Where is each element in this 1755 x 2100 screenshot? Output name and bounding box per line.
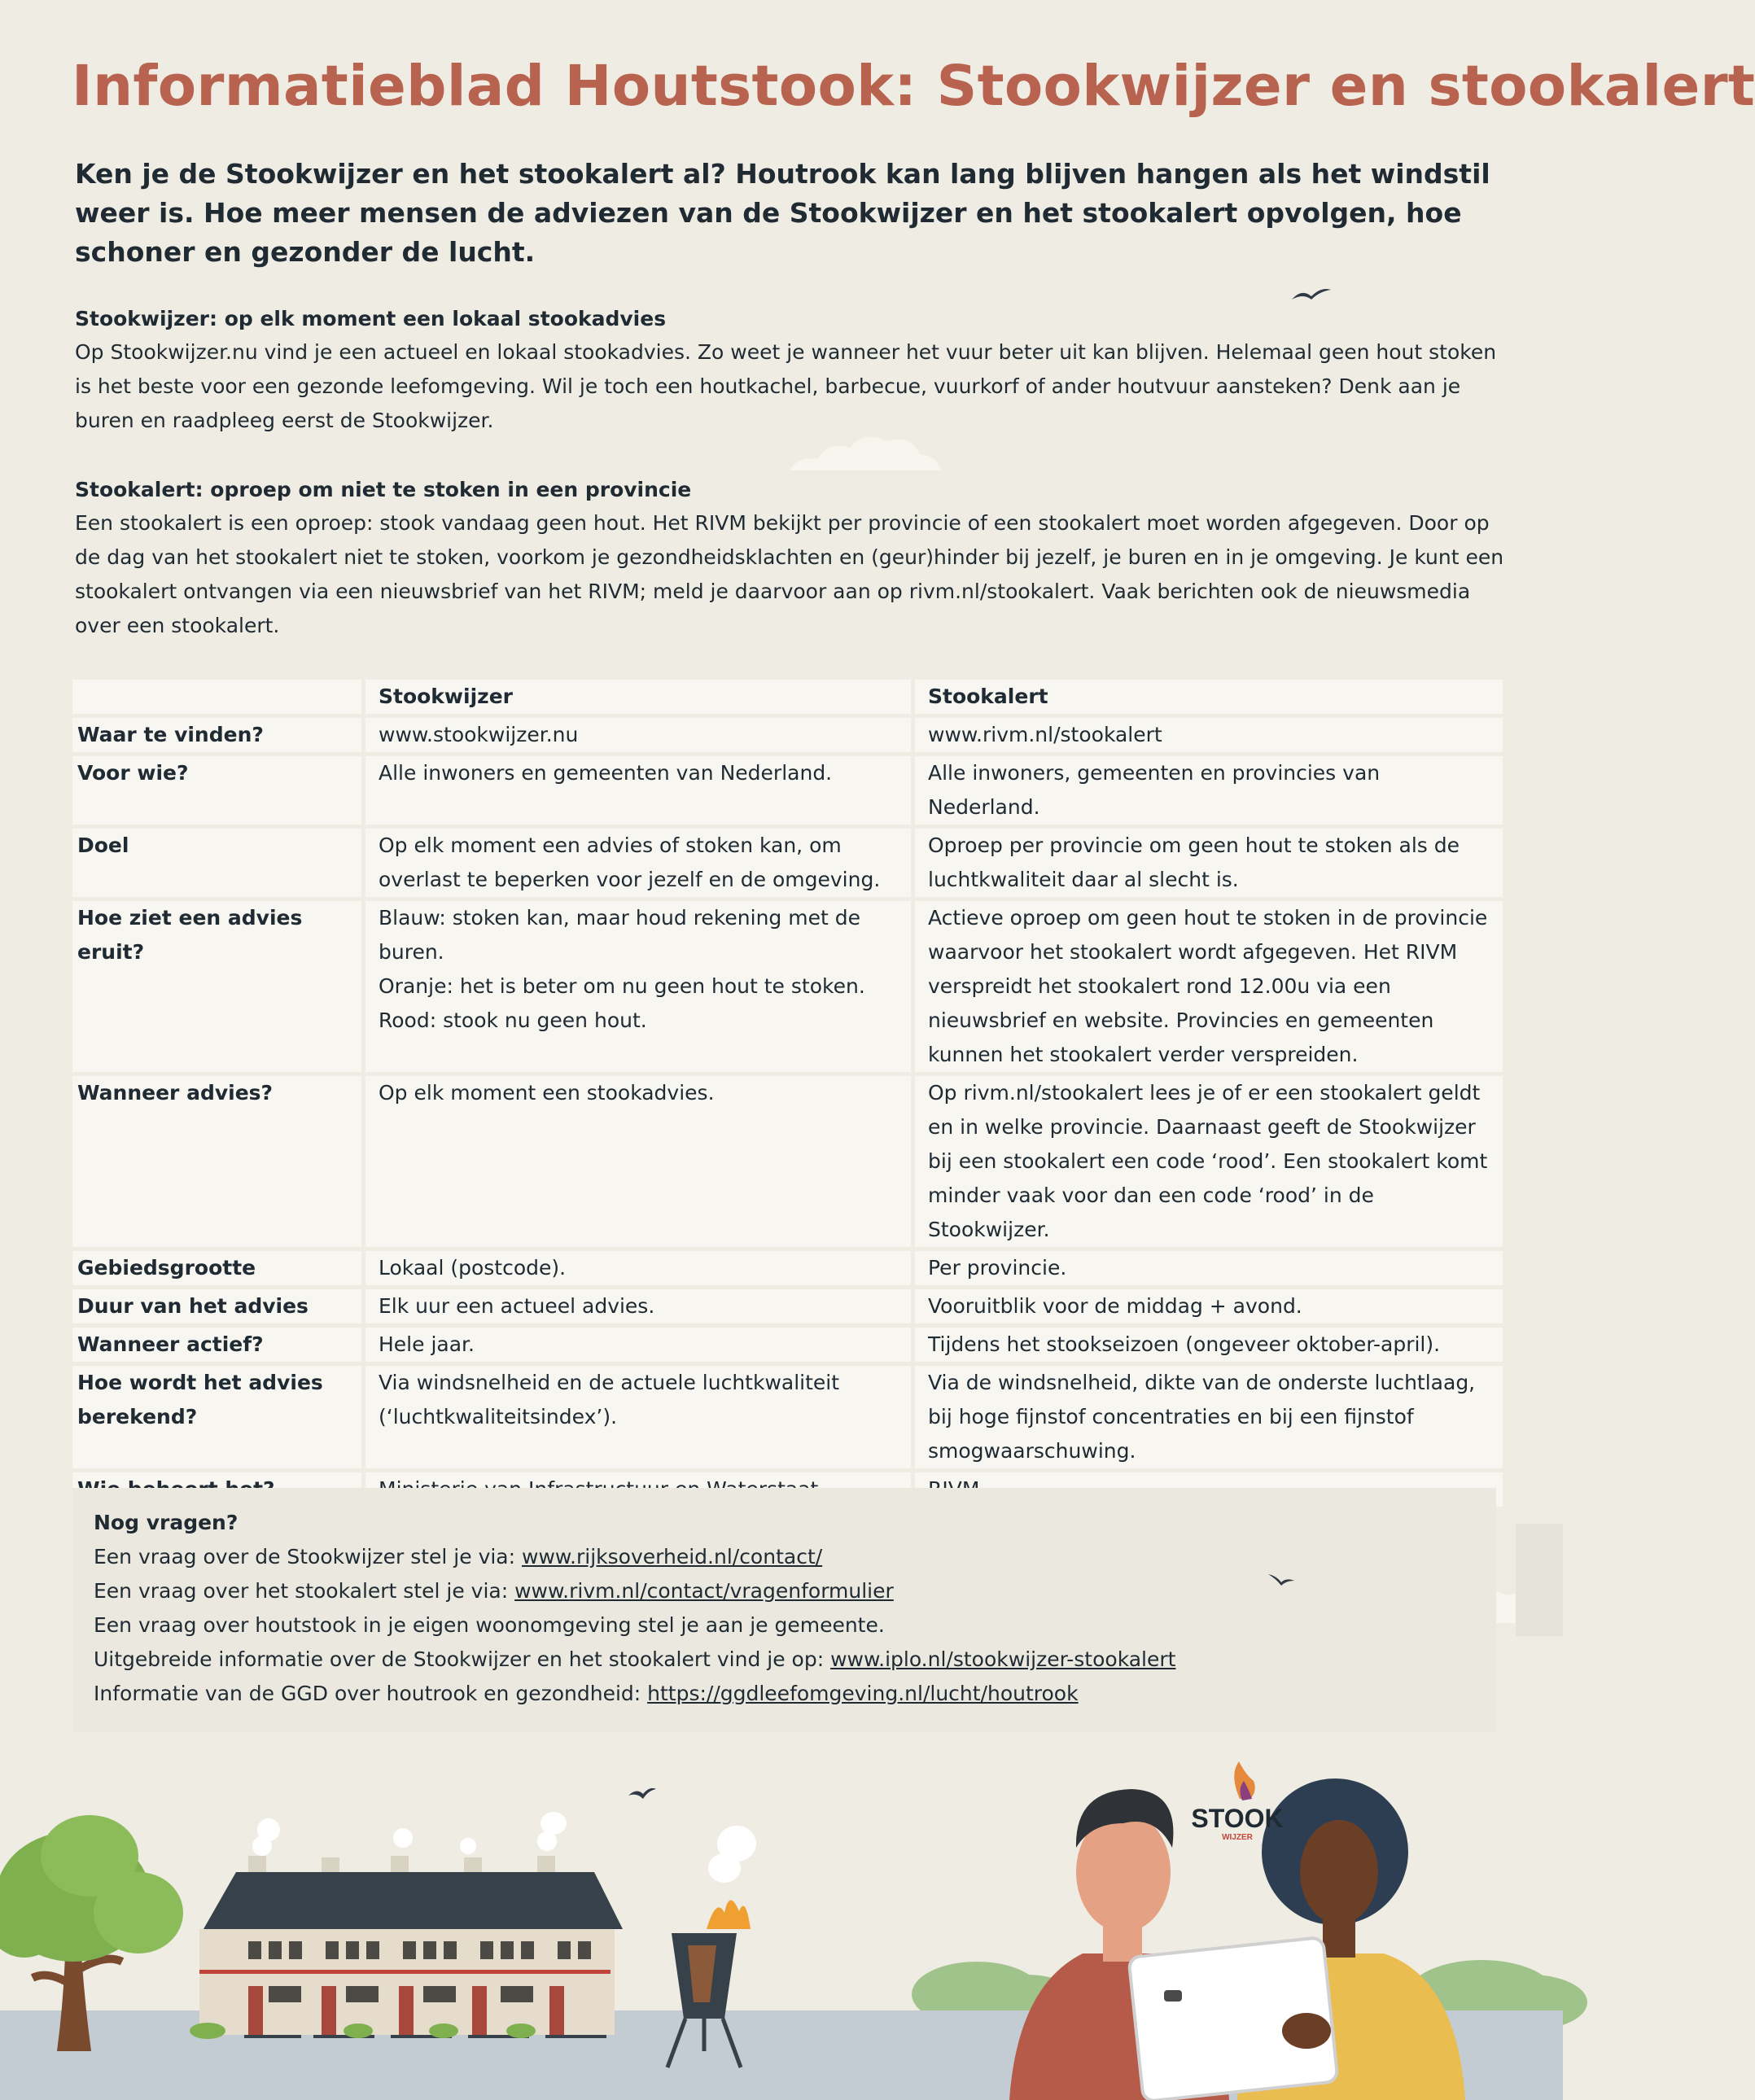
table-row (72, 1366, 1503, 1468)
stookalert-cell: Via de windsnelheid, dikte van de onderste luchtlaag, bij hoge fijnstof concentraties en bij een fijnstof smogwaarschuwing. (915, 1366, 1503, 1468)
row-label: Waar te vinden? (72, 718, 361, 752)
stookwijzer-cell: Lokaal (postcode). (365, 1251, 911, 1285)
stookwijzer-cell: www.stookwijzer.nu (365, 718, 911, 752)
faq-line (94, 1540, 1475, 1574)
intro-text: Ken je de Stookwijzer en het stookalert al? Houtrook kan lang blijven hangen als het windstil weer is. Hoe meer mensen de adviezen van de Stookwijzer en het stookalert opvolgen, hoe schoner en gezonder de lucht. (75, 158, 1490, 268)
stookalert-cell: Op rivm.nl/stookalert lees je of er een stookalert geldt en in welke provincie. Daarnaast geeft de Stookwijzer bij een stookalert een code ‘rood’. Een stookalert komt minder vaak voor dan een code ‘rood’ in de Stookwijzer. (915, 1076, 1503, 1247)
tablet-icon (1128, 1937, 1337, 2100)
table-row (72, 1076, 1503, 1247)
stookwijzer-cell: Elk uur een actueel advies. (365, 1289, 911, 1323)
row-label: Hoe ziet een advies eruit? (72, 901, 361, 1072)
table-row (72, 756, 1503, 825)
faq-link[interactable]: www.rijksoverheid.nl/contact/ (522, 1545, 823, 1568)
comparison-table (68, 676, 1507, 1511)
stookalert-cell: Vooruitblik voor de middag + avond. (915, 1289, 1503, 1323)
row-label: Wanneer actief? (72, 1328, 361, 1362)
faq-heading: Nog vragen? (94, 1511, 239, 1534)
page-title: Informatieblad Houtstook: Stookwijzer en stookalert (72, 54, 1755, 119)
stookwijzer-cell: Op elk moment een stookadvies. (365, 1076, 911, 1247)
section-body: Op Stookwijzer.nu vind je een actueel en lokaal stookadvies. Zo weet je wanneer het vuur beter uit kan blijven. Helemaal geen hout stoken is het beste voor een gezonde leefomgeving. Wil je toch een houtkachel, barbecue, vuurkorf of ander houtvuur aansteken? Denk aan je buren en raadpleeg eerst de Stookwijzer. (75, 340, 1497, 432)
stookwijzer-cell: Hele jaar. (365, 1328, 911, 1362)
section-stookwijzer (75, 303, 1508, 438)
row-label: Gebiedsgrootte (72, 1251, 361, 1285)
table-row (72, 1289, 1503, 1323)
table-row (72, 718, 1503, 752)
table-row (72, 901, 1503, 1072)
side-panel (1516, 1524, 1563, 1636)
stookalert-cell: Oproep per provincie om geen hout te stoken als de luchtkwaliteit daar al slecht is. (915, 829, 1503, 897)
table-header-cell: Stookalert (915, 680, 1503, 714)
bird-icon (1290, 285, 1333, 303)
faq-line-text: Een vraag over houtstook in je eigen woonomgeving stel je aan je gemeente. (94, 1613, 885, 1637)
faq-line (94, 1608, 1475, 1643)
table-row (72, 829, 1503, 897)
row-label: Hoe wordt het advies berekend? (72, 1366, 361, 1468)
faq-line-text: Een vraag over de Stookwijzer stel je via: (94, 1545, 523, 1568)
faq-link[interactable]: https://ggdleefomgeving.nl/lucht/houtrook (647, 1682, 1079, 1705)
stookalert-cell: Tijdens het stookseizoen (ongeveer oktober-april). (915, 1328, 1503, 1362)
table-header-cell (72, 680, 361, 714)
table-header-row (72, 680, 1503, 714)
faq-line (94, 1677, 1475, 1711)
stookwijzer-cell: Blauw: stoken kan, maar houd rekening met de buren. Oranje: het is beter om nu geen hout te stoken. Rood: stook nu geen hout. (365, 901, 911, 1072)
row-label: Voor wie? (72, 756, 361, 825)
bird-icon (1267, 1571, 1296, 1587)
table-row (72, 1328, 1503, 1362)
faq-box (72, 1488, 1496, 1732)
row-label: Duur van het advies (72, 1289, 361, 1323)
faq-line-text: Uitgebreide informatie over de Stookwijzer en het stookalert vind je op: (94, 1647, 831, 1671)
logo-text: STOOK (1191, 1804, 1284, 1833)
stookwijzer-cell: Alle inwoners en gemeenten van Nederland. (365, 756, 911, 825)
row-label: Wanneer advies? (72, 1076, 361, 1247)
stookalert-cell: Actieve oproep om geen hout te stoken in de provincie waarvoor het stookalert wordt afgegeven. Het RIVM verspreidt het stookalert rond 12.00u via een nieuwsbrief en website. Provincies en gemeenten kunnen het stookalert verder verspreiden. (915, 901, 1503, 1072)
table-row (72, 1251, 1503, 1285)
faq-line-text: Een vraag over het stookalert stel je via: (94, 1579, 515, 1603)
row-houses-icon (190, 1812, 623, 2039)
section-stookalert (75, 474, 1508, 643)
section-heading: Stookalert: oproep om niet te stoken in een provincie (75, 478, 692, 501)
stookalert-cell: Alle inwoners, gemeenten en provincies van Nederland. (915, 756, 1503, 825)
logo-subtext: WIJZER (1222, 1833, 1253, 1842)
faq-line (94, 1643, 1475, 1677)
stookwijzer-logo (1234, 1761, 1255, 1800)
faq-link[interactable]: www.rivm.nl/contact/vragenformulier (514, 1579, 894, 1603)
faq-link[interactable]: www.iplo.nl/stookwijzer-stookalert (830, 1647, 1176, 1671)
stookalert-cell: Per provincie. (915, 1251, 1503, 1285)
stookwijzer-cell: Via windsnelheid en de actuele luchtkwaliteit (‘luchtkwaliteitsindex’). (365, 1366, 911, 1468)
stookwijzer-cell: Op elk moment een advies of stoken kan, om overlast te beperken voor jezelf en de omgeving. (365, 829, 911, 897)
section-body: Een stookalert is een oproep: stook vandaag geen hout. Het RIVM bekijkt per provincie of een stookalert moet worden afgegeven. Door op de dag van het stookalert niet te stoken, voorkom je gezondheidsklachten en (geur)hinder bij jezelf, je buren en in je omgeving. Je kunt een stookalert ontvangen via een nieuwsbrief van het RIVM; meld je daarvoor aan op rivm.nl/stookalert. Vaak berichten ook de nieuwsmedia over een stookalert. (75, 511, 1504, 637)
illustration-scene (0, 1709, 1563, 2100)
faq-line-text: Informatie van de GGD over houtrook en gezondheid: (94, 1682, 648, 1705)
stookalert-cell: www.rivm.nl/stookalert (915, 718, 1503, 752)
bird-icon (628, 1788, 656, 1799)
section-heading: Stookwijzer: op elk moment een lokaal stookadvies (75, 307, 667, 330)
table-header-cell: Stookwijzer (365, 680, 911, 714)
row-label: Doel (72, 829, 361, 897)
